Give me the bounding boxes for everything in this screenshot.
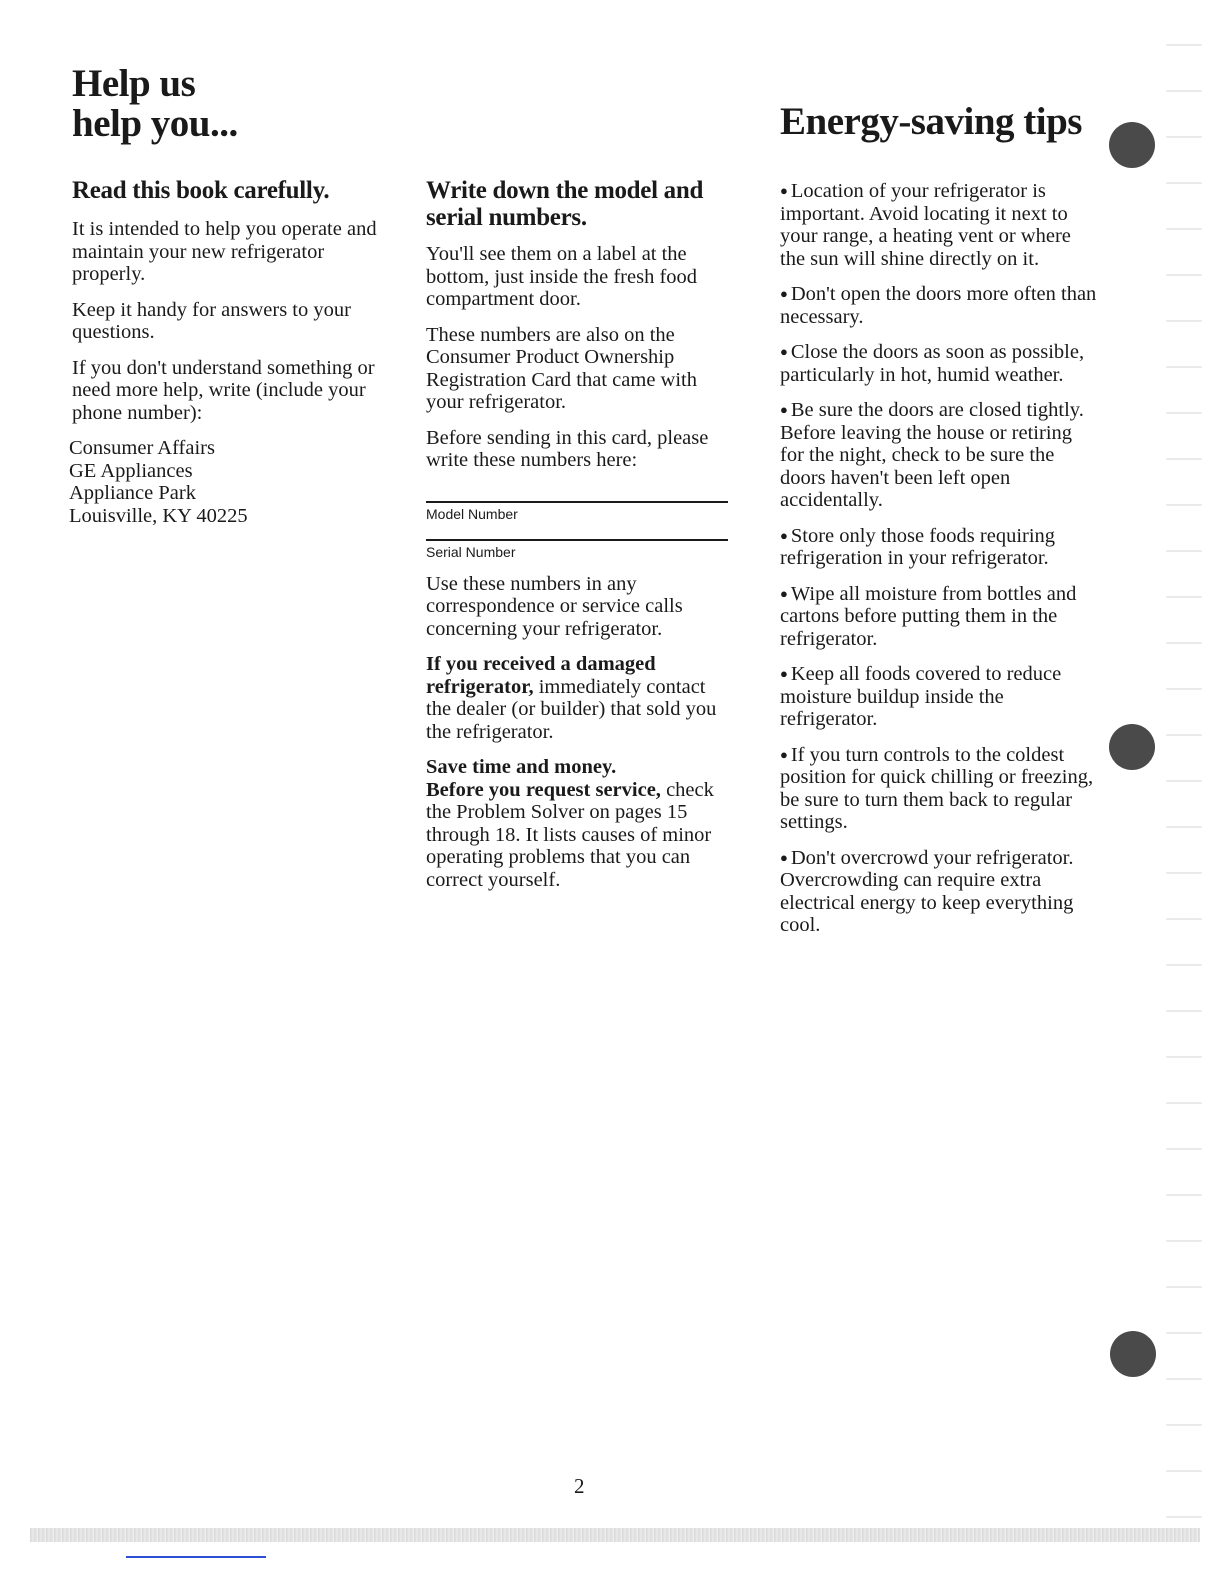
tip-text: Location of your refrigerator is important. Avoid locating it next to your range, a heating vent or where the sun will shine directly on it.	[780, 180, 1071, 270]
bullet-icon: ●	[780, 666, 788, 681]
save-time-bold: Save time and money.	[426, 756, 617, 778]
column-energy-tips	[780, 180, 1100, 950]
tip-text: Don't open the doors more often than necessary.	[780, 283, 1097, 328]
serial-number-label: Serial Number	[426, 543, 516, 560]
tip-text: Be sure the doors are closed tightly. Before leaving the house or retiring for the night, check to be sure the doors haven't been left open accidentally.	[780, 399, 1084, 511]
address-line: Appliance Park	[69, 482, 196, 504]
service-bold: Before you request service,	[426, 778, 661, 801]
bullet-icon: ●	[780, 746, 788, 762]
address-line: GE Appliances	[69, 459, 193, 482]
damaged-bold: If you received a damaged refrigerator,	[426, 653, 656, 698]
scan-edge-right	[1166, 0, 1202, 1540]
energy-tip	[780, 583, 1100, 651]
service-text: check the Problem Solver on pages 15 through 18. It lists causes of minor operating problems that you can correct yourself.	[426, 778, 714, 891]
address-line: Louisville, KY 40225	[69, 504, 248, 527]
title-line-1: Help us	[72, 62, 196, 105]
model-serial-paragraph-4: Use these numbers in any correspondence or service calls concerning your refrigerator.	[426, 572, 683, 640]
scan-mark	[126, 1556, 266, 1558]
energy-tip	[780, 744, 1100, 834]
number-fields	[426, 489, 728, 561]
bullet-icon: ●	[780, 344, 788, 359]
tip-text: Close the doors as soon as possible, particularly in hot, humid weather.	[780, 341, 1085, 386]
energy-tip	[780, 180, 1100, 270]
model-serial-paragraph-2: These numbers are also on the Consumer Product Ownership Registration Card that came with your refrigerator.	[426, 323, 697, 413]
energy-tip	[780, 525, 1100, 570]
read-book-paragraph-3: If you don't understand something or need more help, write (include your phone number):	[72, 356, 375, 424]
service-paragraph	[426, 756, 728, 891]
title-line-2: help you...	[72, 102, 238, 145]
bullet-icon: ●	[780, 286, 788, 301]
tip-text: Keep all foods covered to reduce moisture buildup inside the refrigerator.	[780, 663, 1062, 730]
scan-edge-bottom	[30, 1528, 1200, 1542]
tip-text: Wipe all moisture from bottles and cartons before putting them in the refrigerator.	[780, 582, 1077, 650]
damaged-paragraph	[426, 653, 728, 743]
bullet-icon: ●	[780, 585, 788, 601]
column-model-serial	[426, 175, 728, 904]
tip-text: If you turn controls to the coldest position for quick chilling or freezing, be sure to turn them back to regular settings.	[780, 743, 1094, 833]
energy-tip	[780, 399, 1100, 512]
energy-tip	[780, 663, 1100, 731]
column-read-book	[69, 175, 382, 527]
bullet-icon: ●	[780, 183, 788, 198]
read-book-paragraph-2: Keep it handy for answers to your questions.	[72, 298, 351, 343]
tip-text: Store only those foods requiring refrigeration in your refrigerator.	[780, 524, 1056, 569]
read-book-heading: Read this book carefully.	[72, 177, 330, 204]
damaged-text: immediately contact the dealer (or builder) that sold you the refrigerator.	[426, 675, 717, 743]
model-serial-paragraph-3: Before sending in this card, please write these numbers here:	[426, 426, 709, 471]
punch-hole-icon	[1110, 1331, 1156, 1377]
tip-text: Don't overcrowd your refrigerator. Overcrowding can require extra electrical energy to keep everything cool.	[780, 846, 1074, 936]
read-book-paragraph-1: It is intended to help you operate and maintain your new refrigerator properly.	[72, 218, 377, 285]
page-title	[72, 64, 238, 144]
energy-tip	[780, 283, 1100, 328]
bullet-icon: ●	[780, 402, 788, 417]
model-serial-paragraph-1: You'll see them on a label at the bottom, just inside the fresh food compartment door.	[426, 243, 698, 310]
punch-hole-icon	[1109, 122, 1155, 168]
address-line: Consumer Affairs	[69, 437, 215, 459]
energy-tip	[780, 341, 1100, 386]
punch-hole-icon	[1109, 724, 1155, 770]
energy-tip	[780, 847, 1100, 937]
model-serial-heading: Write down the model and serial numbers.	[426, 177, 704, 231]
bullet-icon: ●	[780, 849, 788, 865]
energy-title: Energy-saving tips	[780, 100, 1082, 143]
bullet-icon: ●	[780, 527, 788, 543]
model-number-label: Model Number	[426, 505, 518, 522]
mailing-address	[69, 437, 382, 527]
page-number: 2	[574, 1474, 585, 1498]
